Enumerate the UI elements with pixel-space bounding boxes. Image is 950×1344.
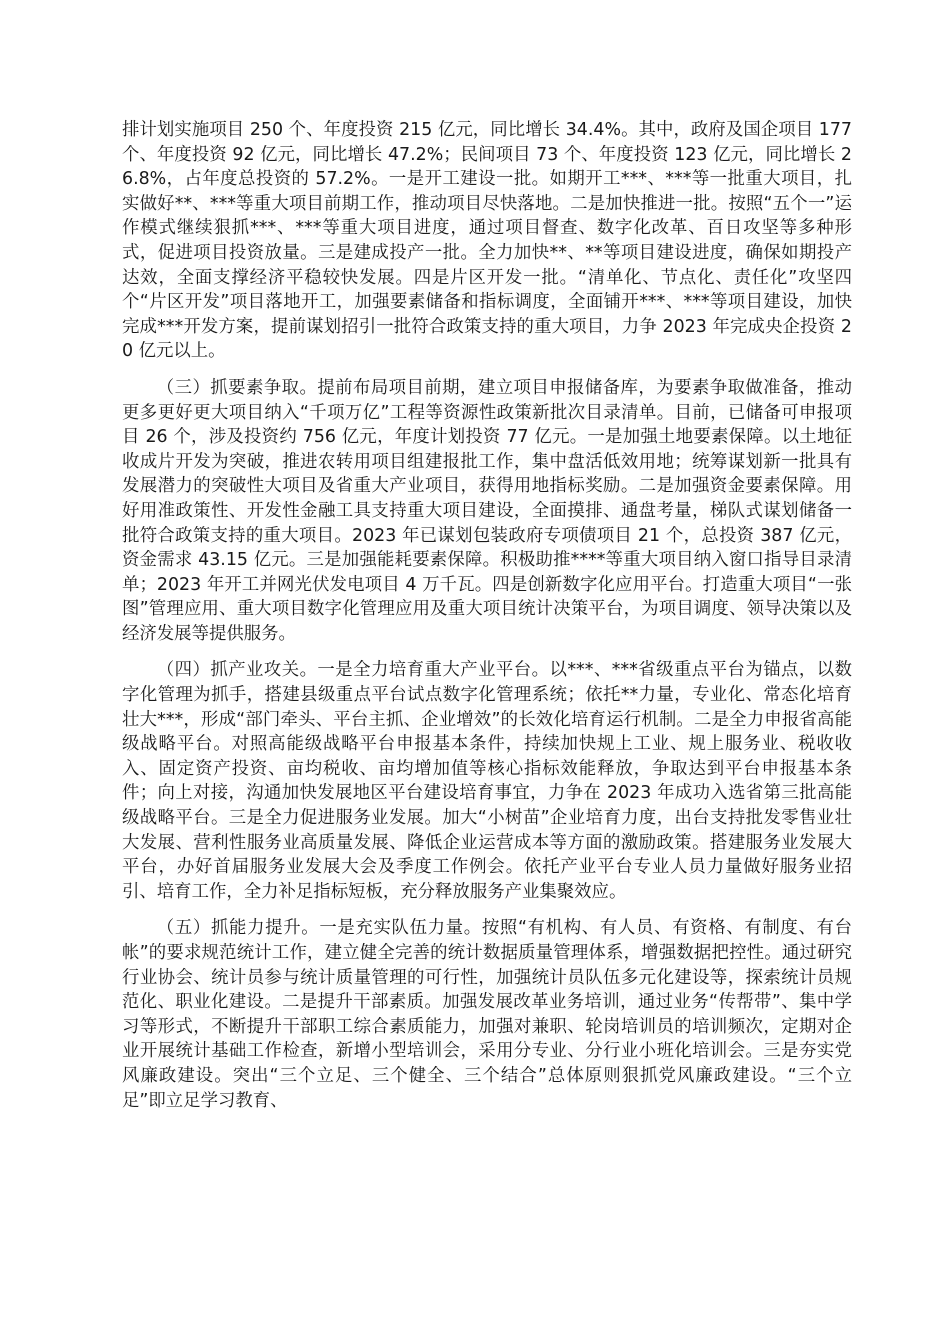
paragraph-capacity-improvement: （五）抓能力提升。一是充实队伍力量。按照“有机构、有人员、有资格、有制度、有台帐”的要求规范统计工作，建立健全完善的统计数据质量管理体系，增强数据把控性。通过研究行业协会、统计员参与统计质量管理的可行性，加强统计员队伍多元化建设等，探索统计员规范化、职业化建设。二是提升干部素质。加强发展改革业务培训，通过业务“传帮带”、集中学习等形式，不断提升干部职工综合素质能力，加强对兼职、轮岗培训员的培训频次，定期对企业开展统计基础工作检查，新增小型培训会，采用分专业、分行业小班化培训会。三是夯实党风廉政建设。突出“三个立足、三个健全、三个结合”总体原则狠抓党风廉政建设。“三个立足”即立足学习教育、 — [122, 918, 852, 1111]
paragraph-factor-acquisition: （三）抓要素争取。提前布局项目前期，建立项目申报储备库，为要素争取做准备，推动更多更好更大项目纳入“千项万亿”工程等资源性政策新批次目录清单。目前，已储备可申报项目 26 个，涉及投资约 756 亿元，年度计划投资 77 亿元。一是加强土地要素保障。以土地征收成片开发为突破，推进农转用项目组建报批工作，集中盘活低效用地；统筹谋划新一批具有发展潜力的突破性大项目及省重大产业项目，获得用地指标奖励。二是加强资金要素保障。用好用准政策性、开发性金融工具支持重大项目建设，全面摸排、通盘考量，梯队式谋划储备一批符合政策支持的重大项目。2023 年已谋划包装政府专项债项目 21 个，总投资 387 亿元，资金需求 43.15 亿元。三是加强能耗要素保障。积极助推****等重大项目纳入窗口指导目录清单；2023 年开工并网光伏发电项目 4 万千瓦。四是创新数字化应用平台。打造重大项目“一张图”管理应用、重大项目数字化管理应用及重大项目统计决策平台，为项目调度、领导决策以及经济发展等提供服务。 — [122, 377, 852, 644]
document-page — [122, 118, 852, 1113]
paragraph-industry-tackling: （四）抓产业攻关。一是全力培育重大产业平台。以***、***省级重点平台为锚点，以数字化管理为抓手，搭建县级重点平台试点数字化管理系统；依托**力量，专业化、常态化培育壮大***，形成“部门牵头、平台主抓、企业增效”的长效化培育运行机制。二是全力申报省高能级战略平台。对照高能级战略平台申报基本条件，持续加快规上工业、规上服务业、税收收入、固定资产投资、亩均税收、亩均增加值等核心指标效能释放，争取达到平台申报基本条件；向上对接，沟通加快发展地区平台建设培育事宜，力争在 2023 年成功入选省第三批高能级战略平台。三是全力促进服务业发展。加大“小树苗”企业培育力度，出台支持批发零售业壮大发展、营利性服务业高质量发展、降低企业运营成本等方面的激励政策。搭建服务业发展大平台，办好首届服务业发展大会及季度工作例会。依托产业平台专业人员力量做好服务业招引、培育工作，全力补足指标短板，充分释放服务产业集聚效应。 — [122, 660, 852, 902]
paragraph-investment-plan: 排计划实施项目 250 个、年度投资 215 亿元，同比增长 34.4%。其中，政府及国企项目 177 个、年度投资 92 亿元，同比增长 47.2%；民间项目 73 个、年度投资 123 亿元，同比增长 26.8%，占年度总投资的 57.2%。一是开工建设一批。如期开工***、***等一批重大项目，扎实做好**、***等重大项目前期工作，推动项目尽快落地。二是加快推进一批。按照“五个一”运作模式继续狠抓***、***等重大项目进度，通过项目督查、数字化改革、百日攻坚等多种形式，促进项目投资放量。三是建成投产一批。全力加快**、**等项目建设进度，确保如期投产达效，全面支撑经济平稳较快发展。四是片区开发一批。“清单化、节点化、责任化”攻坚四个“片区开发”项目落地开工，加强要素储备和指标调度，全面铺开***、***等项目建设，加快完成***开发方案，提前谋划招引一批符合政策支持的重大项目，力争 2023 年完成央企投资 20 亿元以上。 — [122, 120, 852, 362]
